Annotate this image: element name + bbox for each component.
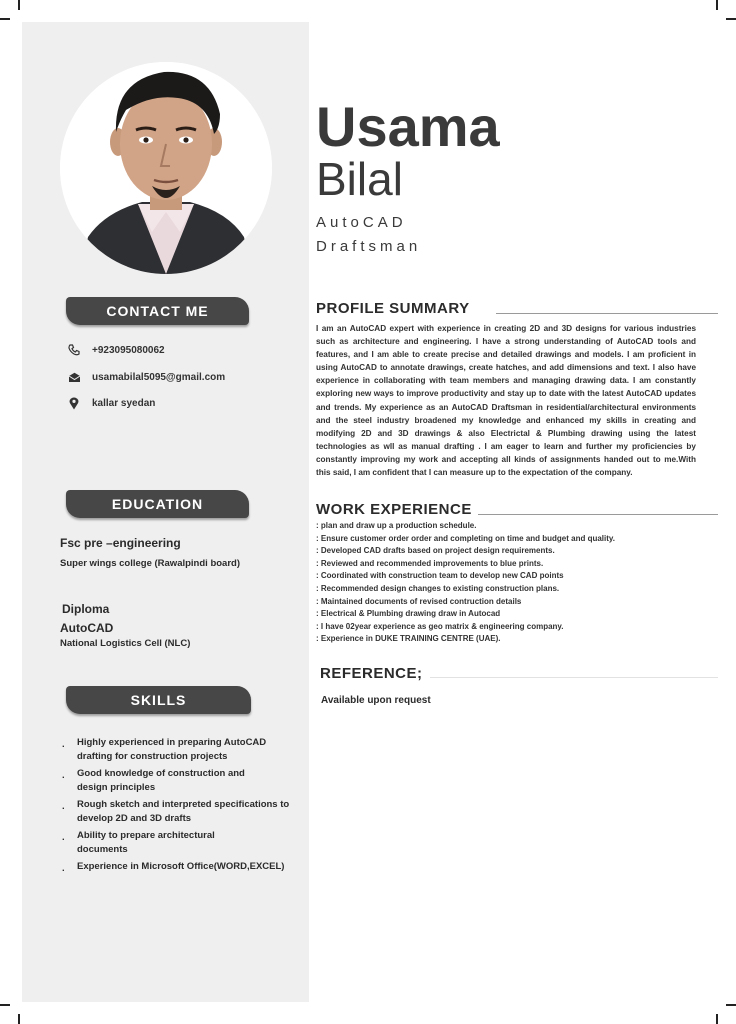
work-item: : Recommended design changes to existing construction plans. <box>316 583 560 593</box>
crop-mark <box>726 1004 736 1006</box>
first-name: Usama <box>316 95 500 158</box>
skill-item: . Experience in Microsoft Office(WORD,EXCEL) <box>62 860 302 874</box>
work-experience-list <box>316 520 615 646</box>
profile-summary-divider <box>496 313 718 314</box>
work-experience-title: WORK EXPERIENCE <box>316 501 472 518</box>
work-item: : plan and draw up a production schedule. <box>316 521 477 530</box>
skill-item: . Ability to prepare architectural documents <box>62 829 237 857</box>
skills-list <box>62 736 302 877</box>
contact-title-text: CONTACT ME <box>106 303 209 319</box>
profile-summary-title: PROFILE SUMMARY <box>316 300 470 317</box>
work-item: : I have 02year experience as geo matrix & engineering company. <box>316 621 564 631</box>
education-degree-1: Fsc pre –engineering <box>60 536 181 550</box>
skills-section-title <box>66 686 251 714</box>
crop-mark <box>18 0 20 10</box>
education-institution-1: Super wings college (Rawalpindi board) <box>60 558 240 569</box>
crop-mark <box>726 18 736 20</box>
mail-icon <box>66 370 82 384</box>
skill-item: . Highly experienced in preparing AutoCAD drafting for construction projects <box>62 736 277 764</box>
education-subject-2: AutoCAD <box>60 621 114 635</box>
contact-location-row <box>66 396 155 410</box>
contact-location: kallar syedan <box>92 397 156 409</box>
crop-mark <box>716 1014 718 1024</box>
work-item: : Ensure customer order order and completing on time and budget and quality. <box>316 533 615 543</box>
role-line-2: Draftsman <box>316 238 422 255</box>
work-item: : Coordinated with construction team to develop new CAD points <box>316 571 564 581</box>
contact-phone[interactable]: +923095080062 <box>92 344 165 356</box>
education-title-text: EDUCATION <box>111 496 204 512</box>
skills-title-text: SKILLS <box>130 692 187 708</box>
work-item: : Maintained documents of revised contruction details <box>316 596 522 606</box>
work-item: : Electrical & Plumbing drawing draw in Autocad <box>316 609 501 619</box>
phone-icon <box>66 343 82 357</box>
work-item: : Reviewed and recommended improvements to blue prints. <box>316 558 544 568</box>
contact-section-title <box>66 297 249 325</box>
skill-item: . Rough sketch and interpreted specifications to develop 2D and 3D drafts <box>62 798 302 826</box>
profile-photo <box>60 62 272 274</box>
reference-divider <box>430 677 718 678</box>
crop-mark <box>716 0 718 10</box>
avatar-illustration <box>60 62 272 274</box>
role-line-1: AutoCAD <box>316 214 407 231</box>
education-institution-2: National Logistics Cell (NLC) <box>60 638 191 649</box>
work-item: : Experience in DUKE TRAINING CENTRE (UAE). <box>316 634 501 644</box>
last-name: Bilal <box>316 153 403 205</box>
profile-summary-text: I am an AutoCAD expert with experience in creating 2D and 3D designs for various industries such as architecture and engineering. I have a strong understanding of AutoCAD tools and features, and I am able to create precise and detailed drawings and models. I am proficient in using AutoCAD to annotate drawings, create hatches, and add dimensions and text. I also have experience in collaborating with team members and managing drawing data. I am constantly exploring new ways to improve productivity and stay up to date with the latest AutoCAD updates and trends. My experience as an AutoCAD Draftsman in residential/architectural environments and the steel industry broadened my knowledge and enhanced my skills in creating and modifying 2D and 3D drawings & also Electrictal & Plumbing drawing using the latest technologies as wll as manual drafting . I am eager to learn and further my proficiencies by constantly improving my work and accepting all kinds of assignments handed out to me.With this said, I am confident that I can measure up to the expectation of the company. <box>316 324 696 478</box>
education-degree-2: Diploma <box>62 602 110 616</box>
reference-title: REFERENCE; <box>320 665 423 682</box>
skill-item: . Good knowledge of construction and design principles <box>62 767 262 795</box>
crop-mark <box>18 1014 20 1024</box>
education-section-title <box>66 490 249 518</box>
contact-email-row <box>66 370 225 384</box>
reference-text: Available upon request <box>321 695 431 706</box>
work-item: : Developed CAD drafts based on project design requirements. <box>316 546 555 556</box>
contact-phone-row <box>66 343 165 357</box>
location-pin-icon <box>66 396 82 410</box>
work-experience-divider <box>478 514 718 515</box>
contact-email[interactable]: usamabilal5095@gmail.com <box>92 371 226 383</box>
crop-mark <box>0 18 10 20</box>
crop-mark <box>0 1004 10 1006</box>
